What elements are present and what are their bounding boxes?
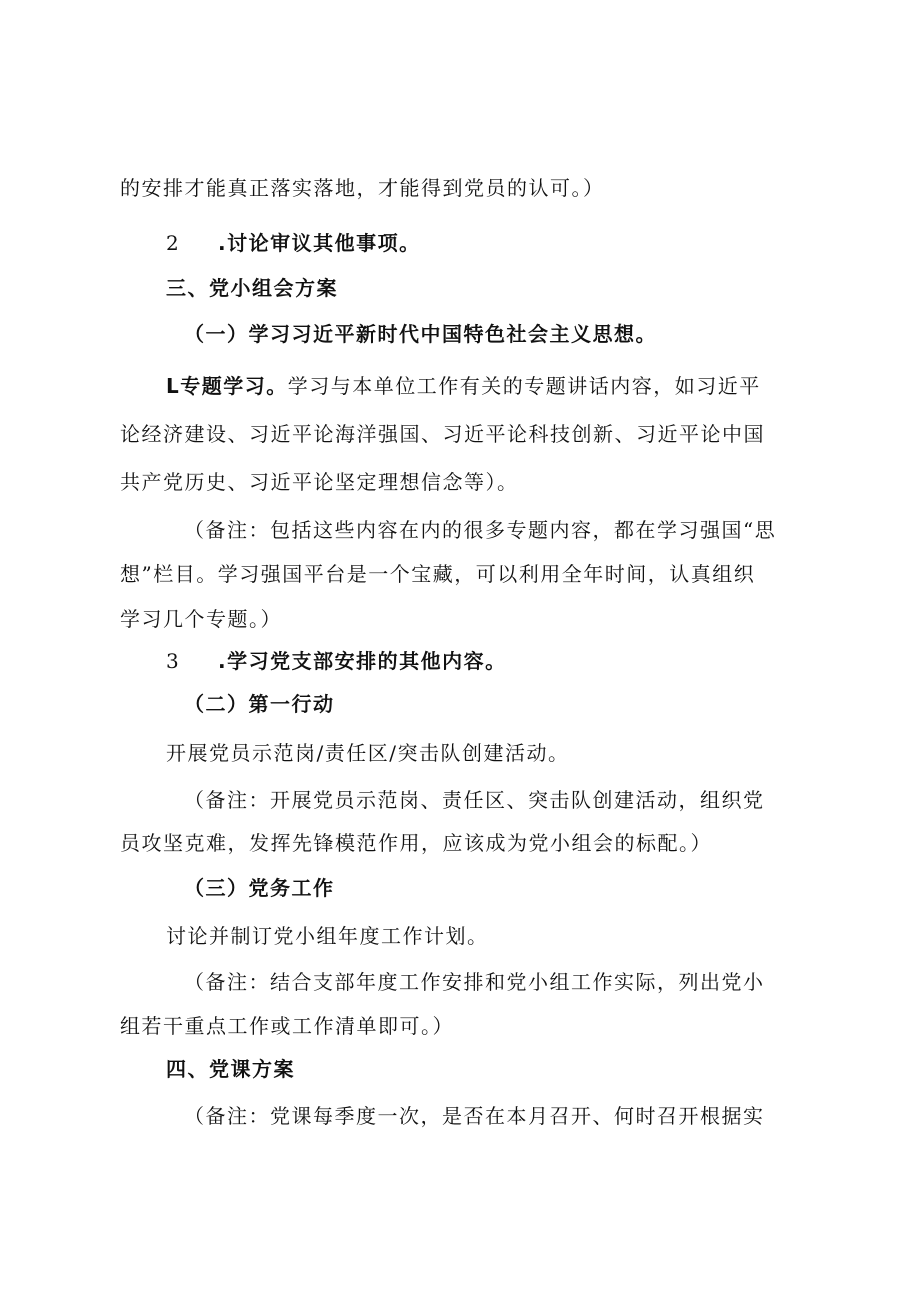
note-line: 组若干重点工作或工作清单即可。） (120, 1014, 454, 1038)
section-heading-3: 三、党小组会方案 (166, 276, 338, 300)
subsection-heading-1: （一）学习习近平新时代中国特色社会主义思想。 (184, 322, 657, 346)
paragraph-line: 共产党历史、习近平论坚定理想信念等）。 (120, 470, 519, 494)
note-line: （备注：党课每季度一次，是否在本月召开、何时召开根据实 (184, 1104, 765, 1128)
paragraph-line: 开展党员示范岗/责任区/突击队创建活动。 (166, 741, 570, 765)
paragraph-line (166, 370, 761, 399)
note-line: （备注：包括这些内容在内的很多专题内容，都在学习强国“思 (184, 518, 777, 542)
paragraph-line: 讨论并制订党小组年度工作计划。 (166, 924, 489, 948)
subsection-heading-3: （三）党务工作 (184, 876, 335, 900)
list-item-text: .学习党支部安排的其他内容。 (218, 649, 507, 673)
list-item-2 (166, 227, 421, 256)
paragraph-line: 的安排才能真正落实落地，才能得到党员的认可。） (120, 176, 605, 200)
list-number: 2 (166, 231, 181, 255)
note-line: 学习几个专题。） (120, 607, 282, 631)
paragraph-line: 论经济建设、习近平论海洋强国、习近平论科技创新、习近平论中国 (120, 422, 765, 446)
list-number: 3 (166, 649, 181, 673)
paragraph-text: 学习与本单位工作有关的专题讲话内容，如习近平 (287, 374, 761, 398)
note-line: （备注：开展党员示范岗、责任区、突击队创建活动，组织党 (184, 788, 765, 812)
subsection-heading-2: （二）第一行动 (184, 692, 335, 716)
note-line: 员攻坚克难，发挥先锋模范作用，应该成为党小组会的标配。） (120, 831, 712, 855)
list-item-text: .讨论审议其他事项。 (218, 231, 421, 255)
topic-heading: L专题学习。 (166, 374, 288, 398)
note-line: 想”栏目。学习强国平台是一个宝藏，可以利用全年时间，认真组织 (120, 562, 756, 586)
note-line: （备注：结合支部年度工作安排和党小组工作实际，列出党小 (184, 970, 765, 994)
list-item-3 (166, 645, 507, 674)
section-heading-4: 四、党课方案 (166, 1057, 295, 1081)
